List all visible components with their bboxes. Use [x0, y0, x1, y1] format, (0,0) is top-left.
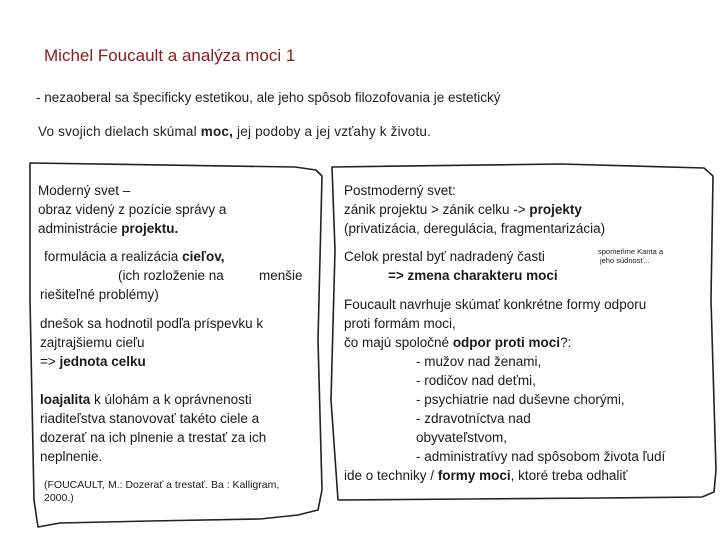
left-bold-goals: cieľov, [182, 249, 225, 264]
left-goals-detail-2: menšie [259, 268, 303, 283]
right-power-change [388, 267, 558, 284]
right-bold-power-change: => zmena charakteru moci [388, 268, 558, 283]
right-projects-line [344, 201, 582, 218]
right-heading: Postmoderný svet: [344, 183, 456, 198]
intro-line-aesthetics: - nezaoberal sa špecificky estetikou, ale jeho spôsob filozofovania je estetický [36, 90, 501, 105]
left-reference: (FOUCAULT, M.: Dozerať a trestať. Ba : Kalligram, [44, 479, 280, 491]
right-text: , ktoré treba odhaliť [510, 468, 628, 483]
right-privatization-line: (privatizácia, deregulácia, fragmentarizácia) [344, 221, 606, 236]
left-today-line: dnešok sa hodnotil podľa príspevku k [40, 316, 264, 331]
left-bold-loyalty: loajalita [40, 392, 91, 407]
left-unity-line [40, 353, 146, 370]
left-heading-line2: obraz videný z pozície správy a [38, 202, 227, 217]
left-loyalty-line [40, 391, 252, 408]
right-bold-projects: projekty [529, 202, 582, 217]
intro-bold-power: moc, [200, 124, 234, 139]
right-text: zánik projektu > zánik celku -> [344, 202, 530, 217]
right-bold-forms-of-power: formy moci [437, 468, 511, 483]
left-loyalty-line3: dozerať na ich plnenie a trestať za ich [40, 430, 267, 445]
left-today-line2: zajtrajšiemu cieľu [40, 335, 145, 350]
intro-text-end: jej podoby a jej vzťahy k životu. [233, 124, 432, 139]
right-conclusion [344, 467, 627, 484]
right-text: ?: [560, 335, 572, 350]
left-goals-detail: (ich rozloženie na [118, 268, 224, 283]
slide-title: Michel Foucault a analýza moci 1 [44, 46, 296, 65]
right-kant-note-2: jeho súdnosť... [600, 256, 650, 265]
right-list-item-health: - zdravotníctva nad [416, 411, 531, 426]
right-text: čo majú spoločné [344, 335, 453, 350]
left-bold-project: projektu. [121, 221, 179, 236]
left-text: => [40, 354, 60, 369]
left-goals-detail-3: riešiteľné problémy) [40, 287, 159, 302]
left-reference-2: 2000.) [44, 492, 74, 504]
right-foucault-line2: proti formám moci, [344, 316, 456, 331]
left-text: k úlohám a k oprávnenosti [90, 392, 252, 407]
right-foucault-line: Foucault navrhuje skúmať konkrétne formy odporu [344, 297, 647, 312]
left-loyalty-line2: riaditeľstva stanovovať takéto ciele a [40, 411, 260, 426]
right-bold-resistance: odpor proti moci [452, 335, 561, 350]
intro-text: Vo svojich dielach skúmal [38, 124, 201, 139]
left-goals-line [44, 248, 225, 265]
left-heading: Moderný svet – [38, 183, 131, 198]
left-bold-unity: jednota celku [59, 354, 146, 369]
left-loyalty-line4: neplnenie. [40, 449, 103, 464]
right-kant-note: spomeňme Kanta a [598, 247, 664, 256]
right-list-item-psychiatry: - psychiatrie nad duševne chorými, [416, 392, 625, 407]
right-text: ide o techniky / [344, 468, 438, 483]
left-heading-line3 [38, 220, 178, 237]
right-whole-line: Celok prestal byť nadradený časti [344, 249, 545, 264]
right-list-item-men: - mužov nad ženami, [416, 354, 542, 369]
right-list-item-administration: - administratívy nad spôsobom života ľudí [416, 449, 666, 464]
right-list-item-health-2: obyvateľstvom, [416, 430, 507, 445]
left-text: formulácia a realizácia [44, 249, 183, 264]
right-common-line [344, 334, 571, 351]
left-text: administrácie [38, 221, 122, 236]
right-list-item-parents: - rodičov nad deťmi, [416, 373, 536, 388]
